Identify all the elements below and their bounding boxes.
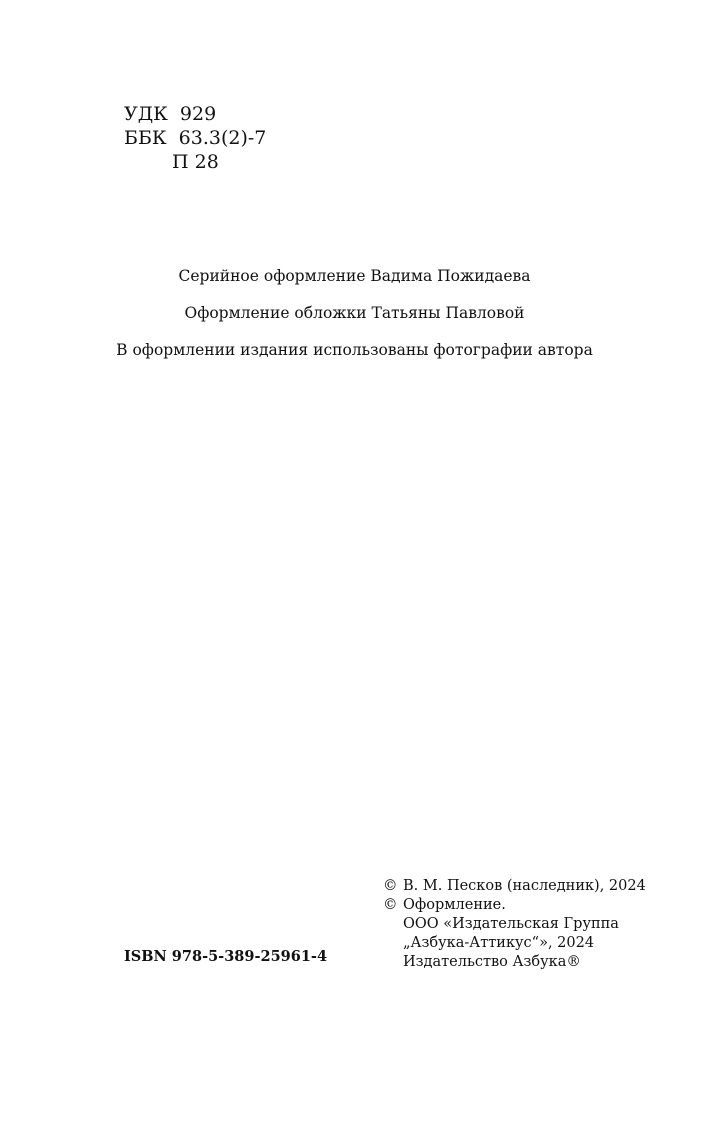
udk-label: УДК bbox=[124, 103, 168, 125]
series-design-credit: Серийное оформление Вадима Пожидаева bbox=[178, 267, 531, 285]
photos-note: В оформлении издания использованы фотографии автора bbox=[116, 341, 593, 359]
copyright-block bbox=[383, 877, 646, 972]
copyright-line-design: © Оформление. bbox=[383, 897, 506, 913]
cover-design-credit: Оформление обложки Татьяны Павловой bbox=[184, 304, 525, 322]
isbn-number: ISBN 978-5-389-25961-4 bbox=[124, 948, 328, 965]
bbk-value: 63.3(2)-7 bbox=[178, 127, 267, 149]
udk-row bbox=[124, 102, 266, 126]
copyright-symbol: © bbox=[383, 878, 398, 894]
classification-block bbox=[124, 102, 266, 174]
copyright-line-author: © В. М. Песков (наследник), 2024 bbox=[383, 878, 646, 894]
copyright-publisher-line: Издательство Азбука® bbox=[403, 954, 581, 970]
bbk-label: ББК bbox=[124, 127, 167, 149]
udk-value: 929 bbox=[179, 103, 217, 125]
bbk-row bbox=[124, 126, 266, 150]
copyright-publisher-line: „Азбука-Аттикус“», 2024 bbox=[403, 935, 595, 951]
copyright-symbol: © bbox=[383, 897, 398, 913]
design-credits bbox=[0, 266, 709, 377]
copyright-publisher-line: ООО «Издательская Группа bbox=[403, 916, 619, 932]
author-mark: П 28 bbox=[172, 151, 219, 173]
